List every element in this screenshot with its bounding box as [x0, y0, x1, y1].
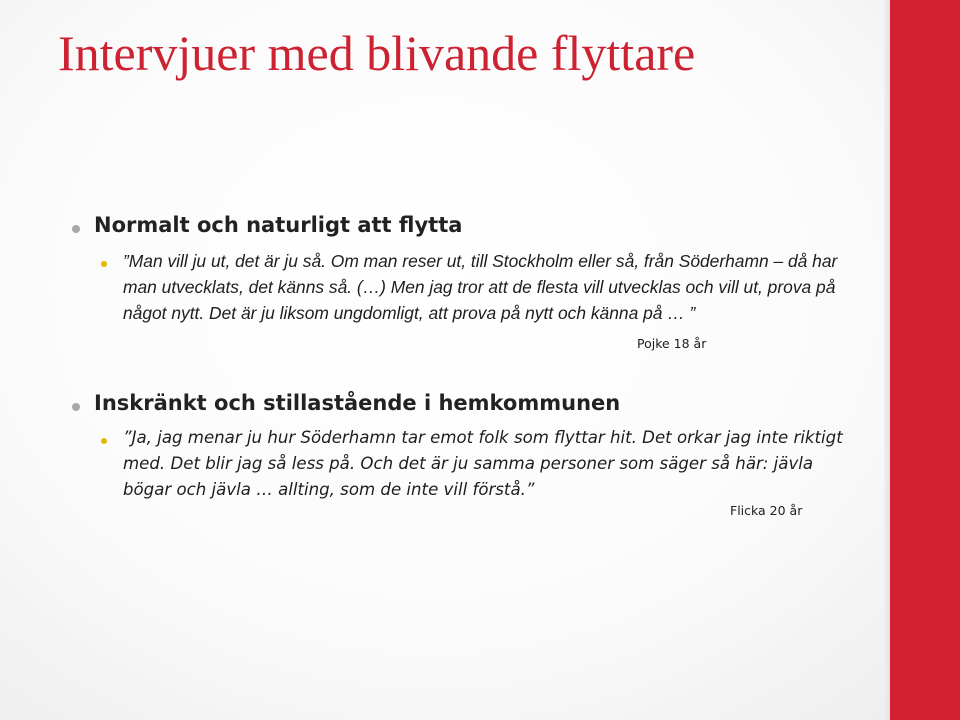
bullet-icon: [101, 261, 107, 267]
bullet-icon: [72, 225, 80, 233]
quote-attribution: Flicka 20 år: [730, 503, 803, 518]
section-heading: Inskränkt och stillastående i hemkommunen: [94, 391, 621, 415]
interview-quote: ”Ja, jag menar ju hur Söderhamn tar emot folk som flyttar hit. Det orkar jag inte riktigt med. Det blir jag så less på. Och det är ju samma personer som säger så här: jävla bögar och jävla … allting, som de inte vill förstå.”: [123, 428, 843, 499]
slide-title: Intervjuer med blivande flyttare: [58, 25, 696, 81]
bullet-icon: [101, 438, 107, 444]
quote-attribution: Pojke 18 år: [637, 336, 707, 351]
bullet-icon: [72, 403, 80, 411]
interview-quote: ”Man vill ju ut, det är ju så. Om man reser ut, till Stockholm eller så, från Söderhamn – då har man utvecklats, det känns så. (…) Men jag tror att de flesta vill utvecklas och vill ut, prova på något nytt. Det är ju liksom ungdomligt, att prova på nytt och känna på … ”: [123, 251, 838, 323]
accent-bar: [890, 0, 960, 720]
section-heading: Normalt och naturligt att flytta: [94, 213, 463, 237]
